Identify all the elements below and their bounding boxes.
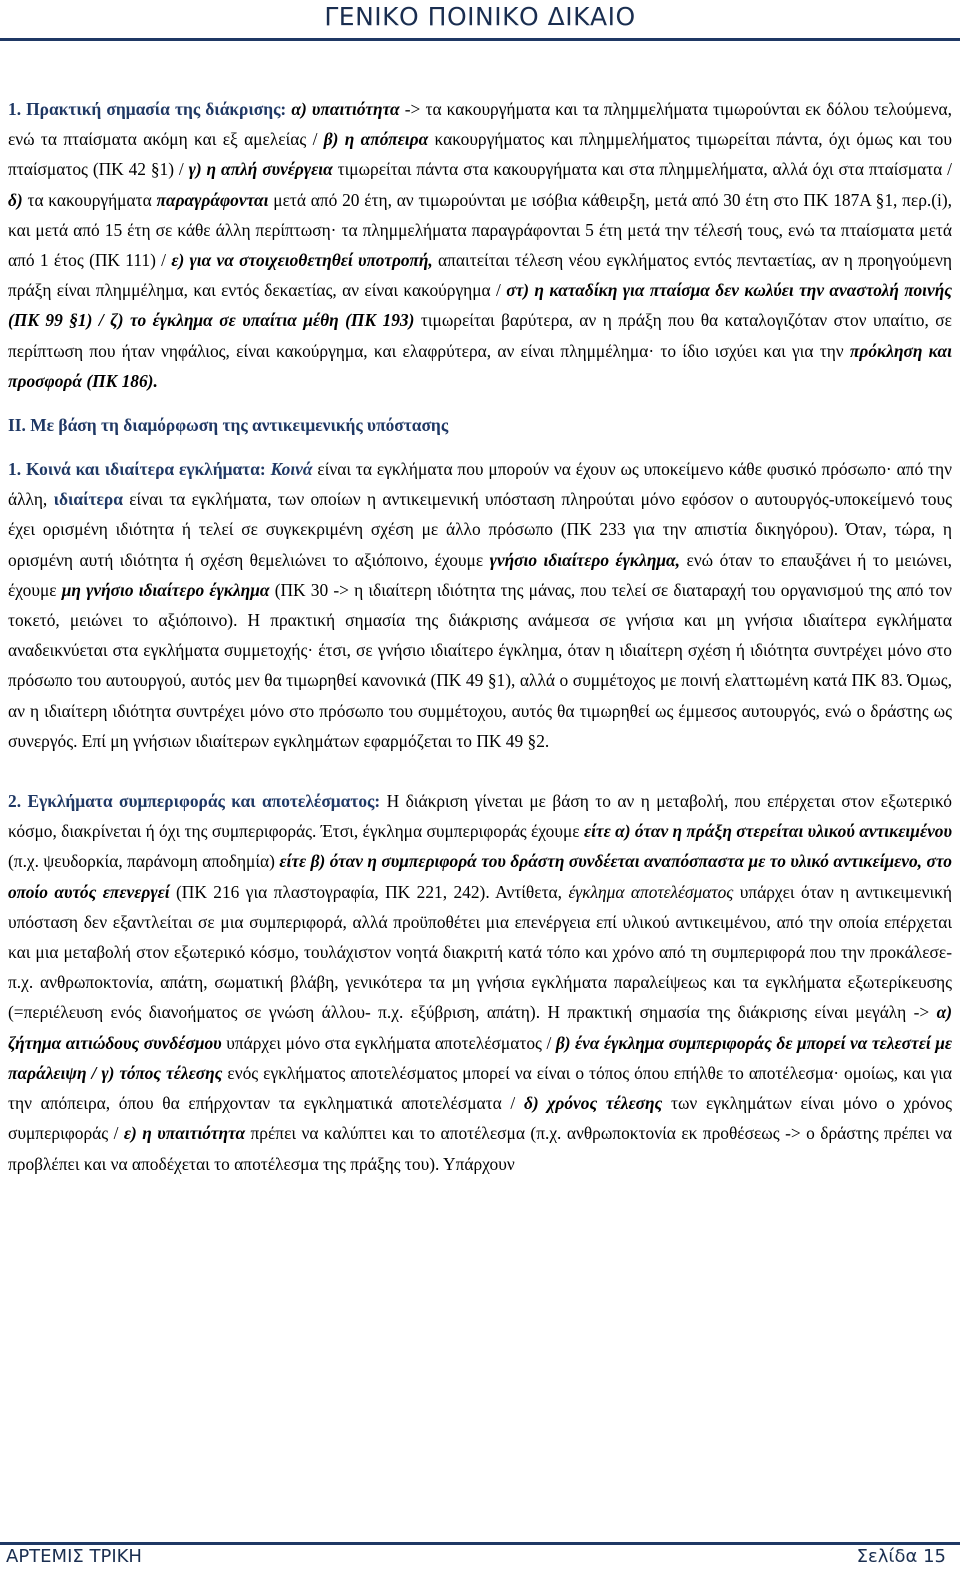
text: Η διάκριση γίνεται με βάση το αν η μεταβολή, που επέρχεται στον εξωτερικό κόσμο, διακρίνεται ή όχι της συμπεριφοράς. Έτσι, έγκλημα συμπεριφοράς έχουμε bbox=[8, 791, 953, 842]
para-title: Εγκλήματα συμπεριφοράς και αποτελέσματος: bbox=[27, 791, 381, 812]
text: ενώ όταν το επαυξάνει ή το μειώνει, έχουμε bbox=[8, 549, 953, 600]
text-bold-italic: α) ζήτημα αιτιώδους συνδέσμου bbox=[8, 1002, 952, 1053]
text: τα κακουργήματα bbox=[22, 189, 157, 210]
paragraph-practical-significance bbox=[8, 94, 952, 396]
para-title: Πρακτική σημασία της διάκρισης: bbox=[26, 99, 287, 119]
page-number: Σελίδα 15 bbox=[856, 1546, 946, 1567]
text: μετά από 20 έτη, αν τιμωρούνται με ισόβια κάθειρξη, μετά από 30 έτη στο ΠΚ 187Α §1, περ.(i), και μετά από 15 έτη σε κάθε άλλη περίπτωση· τα πλημμελήματα παραγράφονται 5 έτη μετά την τέλεσή τους, ενώ τα πταίσματα μετά από 1 έτος (ΠΚ 111) / bbox=[8, 189, 952, 271]
text: είναι τα εγκλήματα που μπορούν να έχουν ως υποκείμενο κάθε φυσικό πρόσωπο· από την άλλη, bbox=[8, 459, 953, 510]
text: απαιτείται τέλεση νέου εγκλήματος εντός πενταετίας, αν η προηγούμενη πράξη είναι πλημμέλημα, και εντός δεκαετίας, αν είναι κακούργημα / bbox=[8, 250, 952, 301]
text: υπάρχει όταν η αντικειμενική υπόσταση δεν εξαντλείται σε μια συμπεριφορά, αλλά προϋποθέτει μια επενέργεια επί υλικού αντικειμένου, από την οποία επέρχεται και μια μεταβολή στον εξωτερικό κόσμο, τουλάχιστον νοητά διακριτή κατά τόπο και χρόνο από τη συμπεριφορά που την προκάλεσε- π.χ. ανθρωποκτονία, απάτη, σωματική βλάβη, γενικότερα τα μη γνήσια εγκλήματα παραλείψεως και τα εγκλήματα εξωτερίκευσης (=περιέλευση ενός διανοήματος σε γνώση άλλου- π.χ. εξύβριση, απάτη). Η πρακτική σημασία της διάκρισης είναι μεγάλη -> bbox=[8, 881, 953, 1023]
text-bold-italic: β) ένα έγκλημα συμπεριφοράς δε μπορεί να τελεστεί με παράλειψη / γ) τόπος τέλεσης bbox=[8, 1032, 952, 1083]
text: -> τα κακουργήματα και τα πλημμελήματα τιμωρούνται εκ δόλου τελούμενα, ενώ τα πταίσματα ακόμη και εξ αμελείας / bbox=[8, 99, 952, 150]
header-rule bbox=[0, 38, 960, 41]
text-bold-italic: ε) για να στοιχειοθετηθεί υποτροπή, bbox=[171, 250, 433, 271]
text-bold-italic: είτε α) όταν η πράξη στερείται υλικού αντικειμένου bbox=[583, 821, 953, 842]
text-bold-italic: δ) bbox=[8, 189, 23, 210]
page-header bbox=[0, 0, 960, 40]
text-bold-italic: β) η απόπειρα bbox=[323, 129, 429, 150]
text: (π.χ. ψευδορκία, παράνομη αποδημία) bbox=[8, 851, 280, 872]
text: κακουργήματος και πλημμελήματος τιμωρείται πάντα, όχι όμως και του πταίσματος (ΠΚ 42 §1) / bbox=[8, 129, 952, 180]
text: τιμωρείται βαρύτερα, αν η πράξη που θα καταλογιζόταν στον υπαίτιο, σε περίπτωση που ήταν νηφάλιος, είναι κακούργημα, και ελαφρύτερα, αν είναι πλημμέλημα· το ίδιο ισχύει και για την bbox=[8, 310, 952, 361]
text-bold-italic: παραγράφονται bbox=[156, 189, 269, 210]
para-number: 2. bbox=[8, 791, 28, 812]
text-bold-italic: α) υπαιτιότητα bbox=[286, 99, 400, 119]
para-title: Κοινά και ιδιαίτερα εγκλήματα: bbox=[25, 459, 266, 480]
text-bold-italic: ε) η υπαιτιότητα bbox=[123, 1123, 246, 1144]
text-bold-italic: είτε β) όταν η συμπεριφορά του δράστη συνδέεται αναπόσπαστα με το υλικό αντικείμενο, στο οποίο αυτός επενεργεί bbox=[8, 851, 952, 902]
text-bold-italic: δ) χρόνος τέλεσης bbox=[523, 1093, 663, 1114]
paragraph-common-special-crimes bbox=[8, 454, 952, 756]
spacer bbox=[8, 440, 952, 454]
footer-author: ΑΡΤΕΜΙΣ ΤΡΙΚΗ bbox=[6, 1546, 142, 1567]
text: (ΠΚ 216 για πλαστογραφία, ΠΚ 221, 242). Αντίθετα, bbox=[169, 881, 569, 902]
text: των εγκλημάτων είναι μόνο ο χρόνος συμπεριφοράς / bbox=[8, 1093, 953, 1144]
text: υπάρχει μόνο στα εγκλήματα αποτελέσματος / bbox=[221, 1032, 556, 1053]
paragraph-conduct-result-crimes bbox=[8, 786, 952, 1179]
text-bold-italic: πρόκληση και προσφορά (ΠΚ 186). bbox=[8, 340, 953, 391]
spacer bbox=[8, 396, 952, 410]
footer-rule bbox=[0, 1542, 960, 1545]
text-bold-italic: στ) η καταδίκη για πταίσμα δεν κωλύει την αναστολή ποινής (ΠΚ 99 §1) / ζ) το έγκλημα σε υπαίτια μέθη (ΠΚ 193) bbox=[8, 280, 952, 331]
text-italic: έγκλημα αποτελέσματος bbox=[568, 881, 734, 902]
text: πρέπει να καλύπτει και το αποτέλεσμα (π.χ. ανθρωποκτονία εκ προθέσεως -> ο δράστης πρέπει να προβλέπει και να αποδέχεται το αποτέλεσμα της πράξης του). Υπάρχουν bbox=[8, 1123, 952, 1174]
page-content bbox=[8, 94, 952, 1179]
text-bold-accent: ιδιαίτερα bbox=[53, 489, 123, 510]
section-heading: ΙΙ. Με βάση τη διαμόρφωση της αντικειμενικής υπόστασης bbox=[8, 415, 449, 436]
text-bold-italic: μη γνήσιο ιδιαίτερο έγκλημα bbox=[61, 579, 270, 600]
spacer bbox=[8, 756, 952, 786]
page-footer bbox=[0, 1546, 960, 1580]
text-bold-italic: γνήσιο ιδιαίτερο έγκλημα, bbox=[489, 549, 681, 570]
para-number: 1. bbox=[8, 99, 27, 119]
para-number: 1. bbox=[8, 459, 26, 480]
text-italic-accent: Κοινά bbox=[270, 459, 313, 480]
text-bold-italic: γ) η απλή συνέργεια bbox=[188, 159, 333, 180]
text: είναι τα εγκλήματα, των οποίων η αντικειμενική υπόσταση πληρούται μόνο εφόσον ο αυτουργός-υποκείμενό τους έχει ορισμένη ιδιότητα ή τελεί σε συγκεκριμένη σχέση με άλλο πρόσωπο (ΠΚ 233 για την απιστία δικηγόρου). Όταν, τώρα, η ορισμένη αυτή ιδιότητα ή σχέση θεμελιώνει το αξιόποινο, έχουμε bbox=[8, 489, 952, 570]
text: τιμωρείται πάντα στα κακουργήματα και στα πλημμελήματα, αλλά όχι στα πταίσματα / bbox=[332, 159, 952, 180]
text: ενός εγκλήματος αποτελέσματος μπορεί να είναι ο τόπος όπου επήλθε το αποτέλεσμα· ομοίως, και για την απόπειρα, όπου θα επήρχονταν τα εγκληματικά αποτελέσματα / bbox=[8, 1062, 952, 1114]
header-title: ΓΕΝΙΚΟ ΠΟΙΝΙΚΟ ΔΙΚΑΙΟ bbox=[324, 2, 636, 31]
text: (ΠΚ 30 -> η ιδιαίτερη ιδιότητα της μάνας, που τελεί σε διαταραχή του οργανισμού της από τον τοκετό, μειώνει το αξιόποινο). Η πρακτική σημασία της διάκρισης ανάμεσα σε γνήσια και μη γνήσια ιδιαίτερα εγκλήματα αναδεικνύεται στα εγκλήματα συμμετοχής· έτσι, σε γνήσιο ιδιαίτερο έγκλημα, όταν η ιδιαίτερη σχέση ή ιδιότητα συντρέχει μόνο στο πρόσωπο του αυτουργού, αυτός μεν θα τιμωρηθεί κανονικά (ΠΚ 49 §1), αλλά ο συμμέτοχος με ποινή ελαττωμένη κατά ΠΚ 83. Όμως, αν η ιδιαίτερη ιδιότητα συντρέχει μόνο στο πρόσωπο του συμμέτοχου, αυτός θα τιμωρηθεί ως έμμεσος αυτουργός, ενώ ο δράστης ως συνεργός. Επί μη γνήσιων ιδιαίτερων εγκλημάτων εφαρμόζεται το ΠΚ 49 §2. bbox=[8, 579, 953, 751]
